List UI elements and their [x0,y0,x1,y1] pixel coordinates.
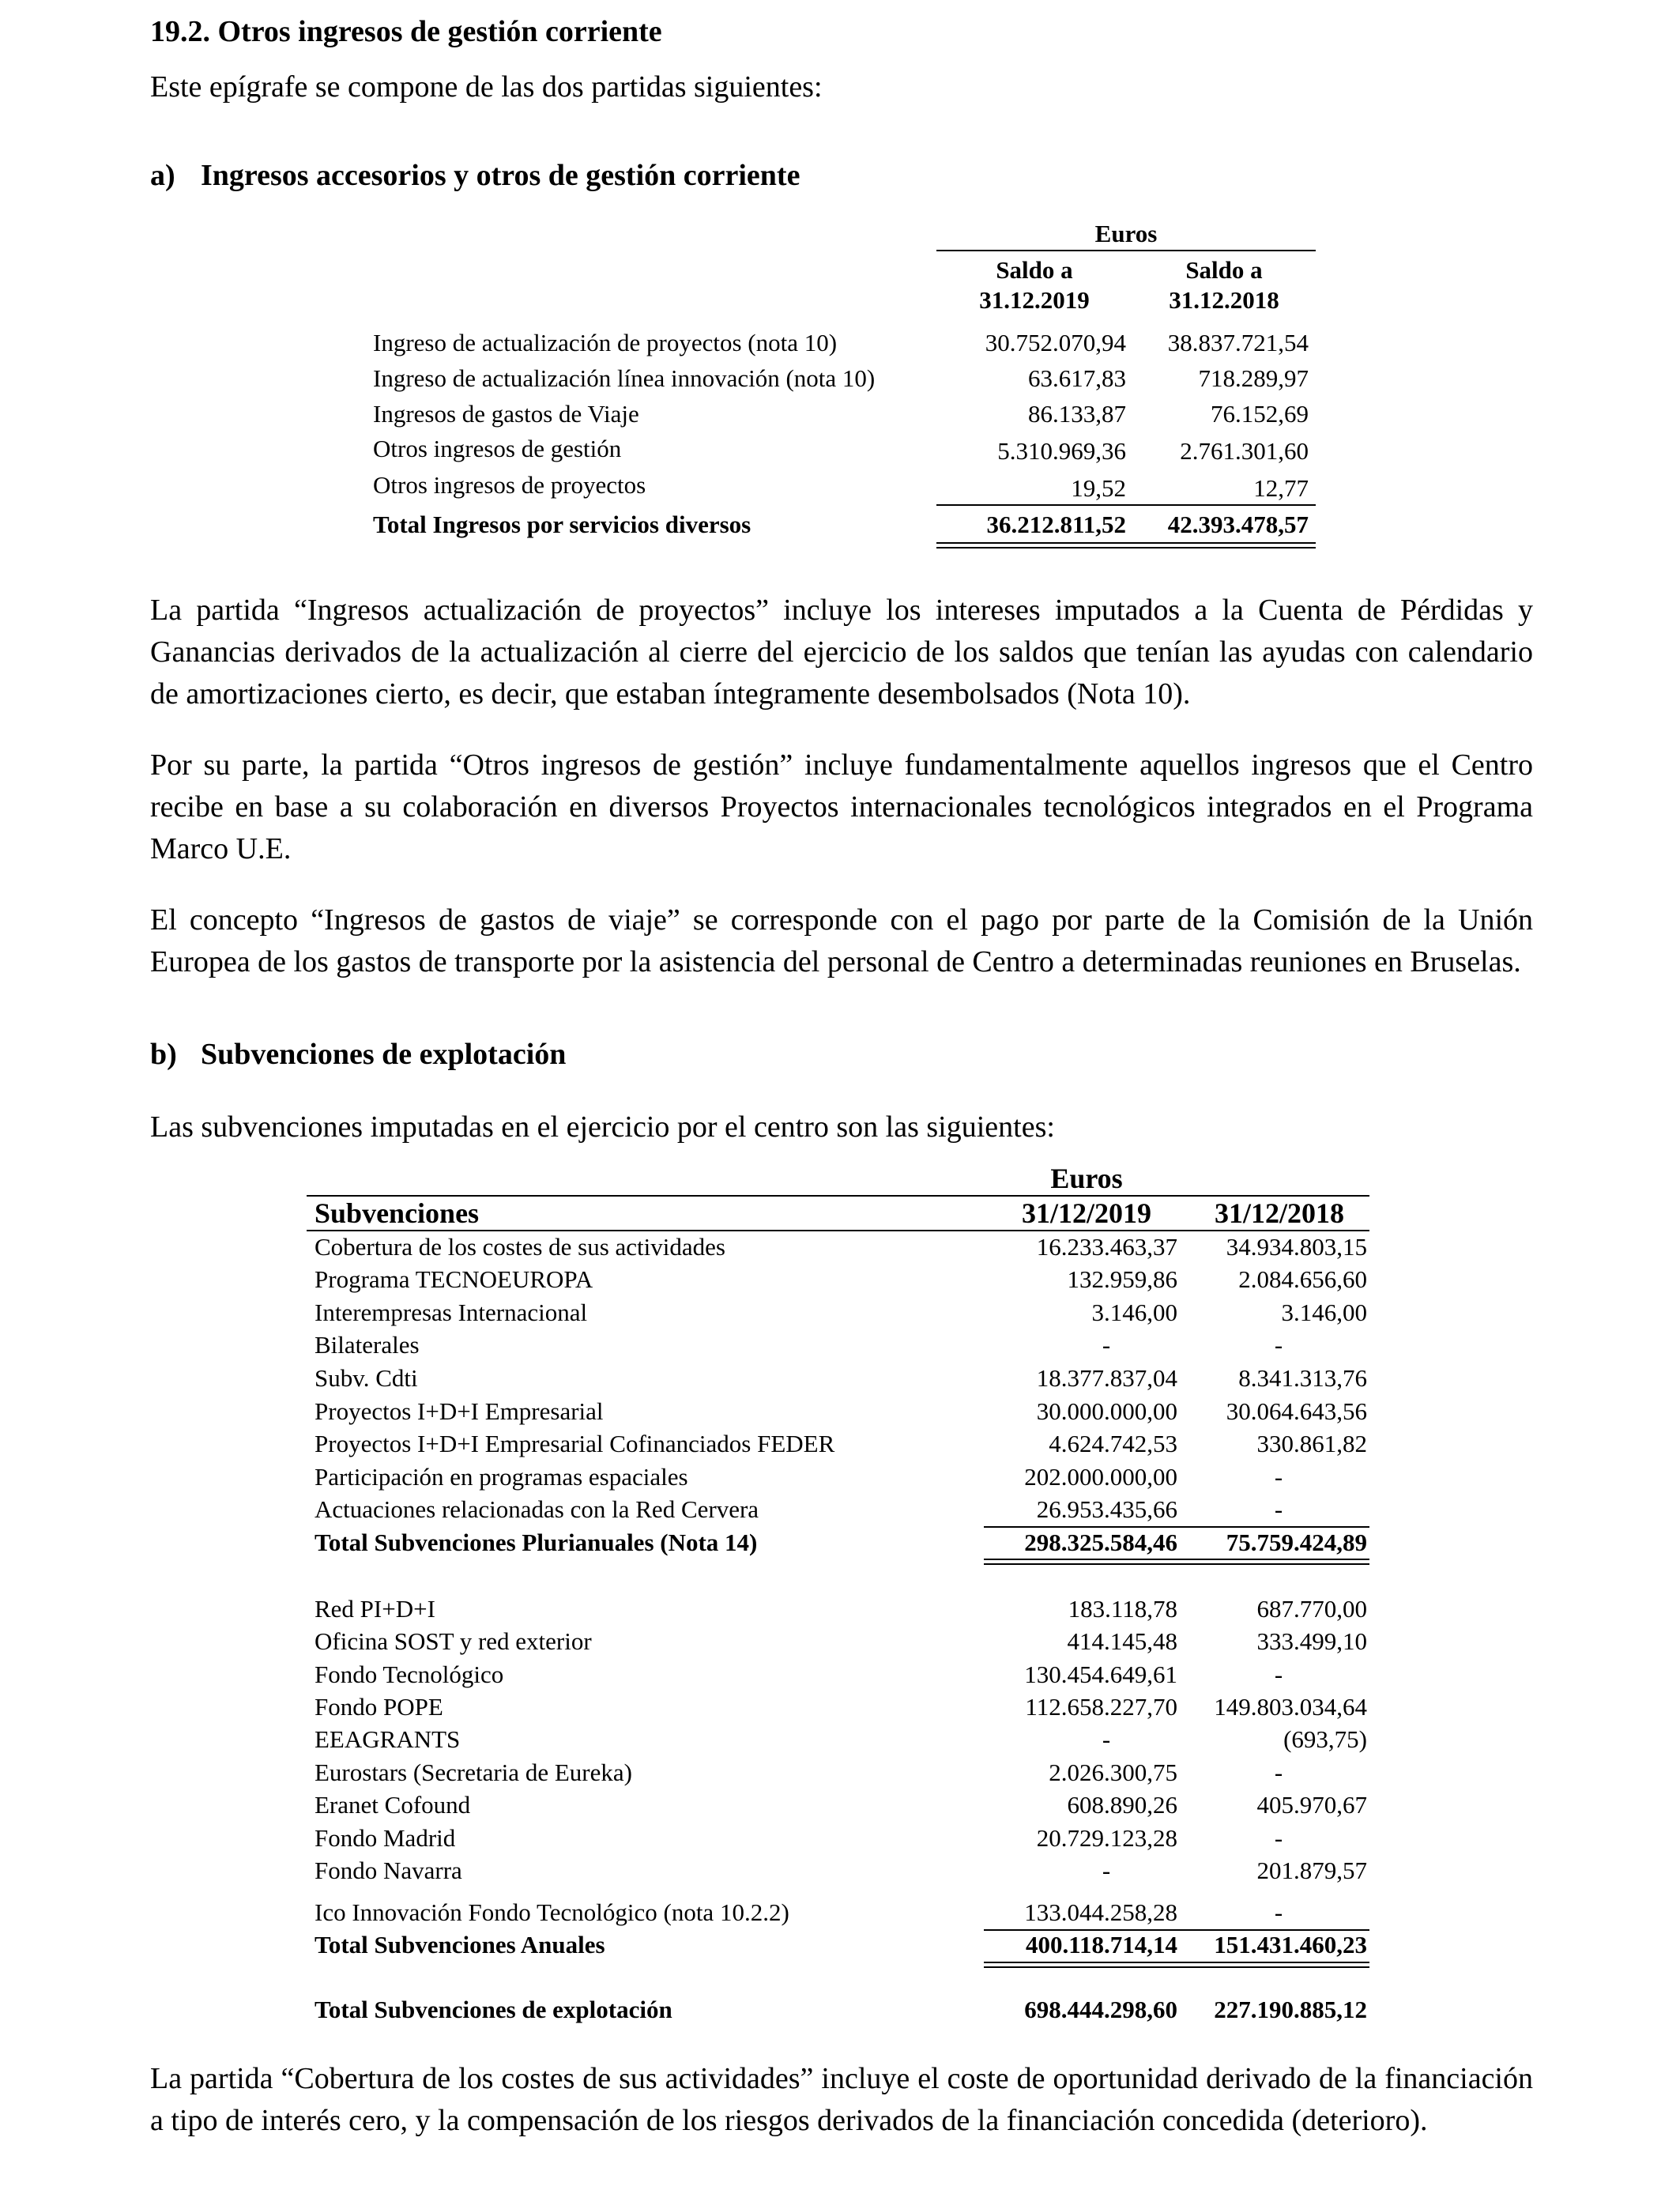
table-cell-2019: 20.729.123,28 [1036,1824,1177,1852]
table-cell-2019: 19,52 [1071,474,1126,502]
table-a-currency-header: Euros [1094,220,1158,247]
paragraph: La partida “Ingresos actualización de proyectos” incluye los intereses imputados a la Cuenta de Pérdidas y Ganancias derivados de la actualización al cierre del ejercicio de los saldos que tenían las ayudas con calendario de amortizaciones cierto, es decir, que estaban íntegramente desembolsados (Nota 10). [150,594,1533,711]
paragraph: El concepto “Ingresos de gastos de viaje” se corresponde con el pago por parte de la Comisión de la Unión Europea de los gastos de transporte por la asistencia del personal de Centro a determinadas reuniones en Bruselas. [150,903,1533,978]
table-b-total1-double-rule-2 [984,1563,1369,1565]
table-cell-2018: 30.064.643,56 [1226,1397,1367,1425]
table-cell-2019: 608.890,26 [1067,1791,1177,1819]
table-cell-2019: 183.118,78 [1068,1595,1177,1623]
table-cell-2019: - [1102,1725,1111,1753]
table-row-label: Ingreso de actualización de proyectos (nota 10) [373,329,838,356]
table-total-label: Total Subvenciones Anuales [315,1931,605,1958]
table-row-label: Eranet Cofound [315,1791,471,1819]
table-row-label: Eurostars (Secretaria de Eureka) [315,1759,632,1786]
table-total-label: Total Ingresos por servicios diversos [373,511,751,538]
table-row-label: Otros ingresos de proyectos [373,471,646,499]
table-a-col2-header-line2: 31.12.2018 [1169,286,1279,314]
part-b-letter: b) [150,1038,177,1071]
table-row-label: Ico Innovación Fondo Tecnológico (nota 10.2.2) [315,1898,789,1926]
table-row-label: Ingresos de gastos de Viaje [373,400,639,428]
part-a-letter: a) [150,159,175,192]
table-cell-2018: - [1274,1759,1283,1786]
table-row-label: Otros ingresos de gestión [373,435,622,462]
table-total-2019: 400.118.714,14 [1025,1931,1177,1958]
table-total-2018: 75.759.424,89 [1226,1529,1367,1556]
table-b-total1-double-rule-1 [984,1559,1369,1560]
table-total-label: Total Subvenciones Plurianuales (Nota 14) [315,1529,758,1556]
table-row-label: Fondo Tecnológico [315,1661,504,1688]
section-title: 19.2. Otros ingresos de gestión corriente [150,15,662,48]
table-total-2019: 298.325.584,46 [1024,1529,1177,1556]
table-cell-2018: 3.146,00 [1281,1299,1367,1326]
table-b-total2-double-rule-1 [984,1962,1369,1963]
part-b-heading [150,1037,566,1072]
table-cell-2019: 4.624.742,53 [1049,1430,1177,1457]
table-cell-2019: 5.310.969,36 [997,437,1126,465]
table-cell-2018: 38.837.721,54 [1167,329,1309,356]
table-cell-2019: 414.145,48 [1067,1627,1177,1655]
intro-text: Este epígrafe se compone de las dos partidas siguientes: [150,70,823,104]
table-b-col2-header: 31/12/2018 [1214,1197,1344,1229]
table-cell-2018: 201.879,57 [1256,1857,1367,1884]
table-cell-2019: 112.658.227,70 [1025,1693,1177,1721]
table-cell-2018: 718.289,97 [1198,364,1309,392]
table-total-2018: 42.393.478,57 [1167,511,1309,538]
part-a-heading [150,158,800,193]
table-cell-2019: 63.617,83 [1028,364,1126,392]
table-cell-2019: 3.146,00 [1091,1299,1177,1326]
table-cell-2018: - [1274,1331,1283,1359]
table-row-label: Programa TECNOEUROPA [315,1265,593,1293]
table-b-header-bottom-rule [307,1230,1369,1231]
table-row-label: Actuaciones relacionadas con la Red Cervera [315,1495,759,1523]
table-a-total-rule [936,504,1316,506]
table-a-double-rule-1 [936,542,1316,544]
table-row-label: Interempresas Internacional [315,1299,588,1326]
table-cell-2018: 330.861,82 [1256,1430,1367,1457]
table-b-label-header: Subvenciones [315,1197,480,1229]
table-grand-total-2018: 227.190.885,12 [1214,1996,1367,2023]
table-cell-2019: 30.000.000,00 [1036,1397,1177,1425]
table-a-col1-header-line1: Saldo a [996,256,1073,284]
table-cell-2019: 30.752.070,94 [985,329,1126,356]
table-row-label: Cobertura de los costes de sus actividades [315,1233,725,1261]
table-row-label: Bilaterales [315,1331,420,1359]
table-cell-2018: - [1274,1898,1283,1926]
table-grand-total-label: Total Subvenciones de explotación [315,1996,672,2023]
table-cell-2018: - [1274,1661,1283,1688]
part-b-title: Subvenciones de explotación [201,1038,567,1071]
table-cell-2019: 202.000.000,00 [1024,1463,1177,1491]
table-cell-2018: 8.341.313,76 [1238,1364,1367,1392]
table-cell-2018: 687.770,00 [1256,1595,1367,1623]
table-cell-2018: 149.803.034,64 [1214,1693,1367,1721]
table-cell-2019: - [1102,1857,1111,1884]
table-total-2018: 151.431.460,23 [1214,1931,1367,1958]
table-cell-2018: - [1274,1463,1283,1491]
table-row-label: EEAGRANTS [315,1725,461,1753]
table-cell-2018: 2.761.301,60 [1180,437,1309,465]
table-cell-2019: 133.044.258,28 [1024,1898,1177,1926]
table-cell-2018: - [1274,1824,1283,1852]
table-cell-2019: 16.233.463,37 [1036,1233,1177,1261]
table-row-label: Proyectos I+D+I Empresarial Cofinanciados FEDER [315,1430,835,1457]
table-cell-2018: 2.084.656,60 [1238,1265,1367,1293]
table-b-total1-rule [984,1526,1369,1528]
part-b-intro: Las subvenciones imputadas en el ejercicio por el centro son las siguientes: [150,1110,1055,1144]
table-b-col1-header: 31/12/2019 [1021,1197,1151,1229]
table-row-label: Fondo Navarra [315,1857,462,1884]
table-row-label: Red PI+D+I [315,1595,435,1623]
table-cell-2019: 18.377.837,04 [1036,1364,1177,1392]
table-row-label: Fondo POPE [315,1693,443,1721]
table-row-label: Subv. Cdti [315,1364,418,1392]
table-a-col2-header-line1: Saldo a [1185,256,1263,284]
table-total-2019: 36.212.811,52 [986,511,1126,538]
table-cell-2019: 132.959,86 [1067,1265,1177,1293]
table-cell-2018: - [1274,1495,1283,1523]
table-cell-2018: 333.499,10 [1256,1627,1367,1655]
table-cell-2019: - [1102,1331,1111,1359]
table-row-label: Proyectos I+D+I Empresarial [315,1397,604,1425]
table-cell-2019: 2.026.300,75 [1049,1759,1177,1786]
table-cell-2018: 12,77 [1253,474,1309,502]
table-cell-2018: 405.970,67 [1256,1791,1367,1819]
paragraph: Por su parte, la partida “Otros ingresos de gestión” incluye fundamentalmente aquellos ingresos que el Centro recibe en base a su colaboración en diversos Proyectos internacionales tecnológicos integrados en el Programa Marco U.E. [150,748,1533,865]
table-cell-2019: 130.454.649,61 [1024,1661,1177,1688]
table-row-label: Participación en programas espaciales [315,1463,688,1491]
table-cell-2019: 26.953.435,66 [1036,1495,1177,1523]
table-cell-2018: 34.934.803,15 [1226,1233,1367,1261]
table-a-col1-header-line2: 31.12.2019 [979,286,1090,314]
part-a-title: Ingresos accesorios y otros de gestión corriente [201,159,800,192]
table-a-header-rule [936,250,1316,251]
table-row-label: Fondo Madrid [315,1824,456,1852]
table-b-total2-double-rule-2 [984,1966,1369,1968]
table-grand-total-2019: 698.444.298,60 [1024,1996,1177,2023]
closing-paragraph: La partida “Cobertura de los costes de sus actividades” incluye el coste de oportunidad derivado de la financiación a tipo de interés cero, y la compensación de los riesgos derivados de la financiación concedida (deterioro). [150,2062,1533,2137]
table-cell-2018: 76.152,69 [1211,400,1309,428]
table-cell-2018: (693,75) [1283,1725,1367,1753]
table-row-label: Ingreso de actualización línea innovación (nota 10) [373,364,876,392]
table-b-currency-header: Euros [1050,1163,1123,1194]
table-cell-2019: 86.133,87 [1028,400,1126,428]
table-a-double-rule-2 [936,547,1316,548]
table-row-label: Oficina SOST y red exterior [315,1627,592,1655]
